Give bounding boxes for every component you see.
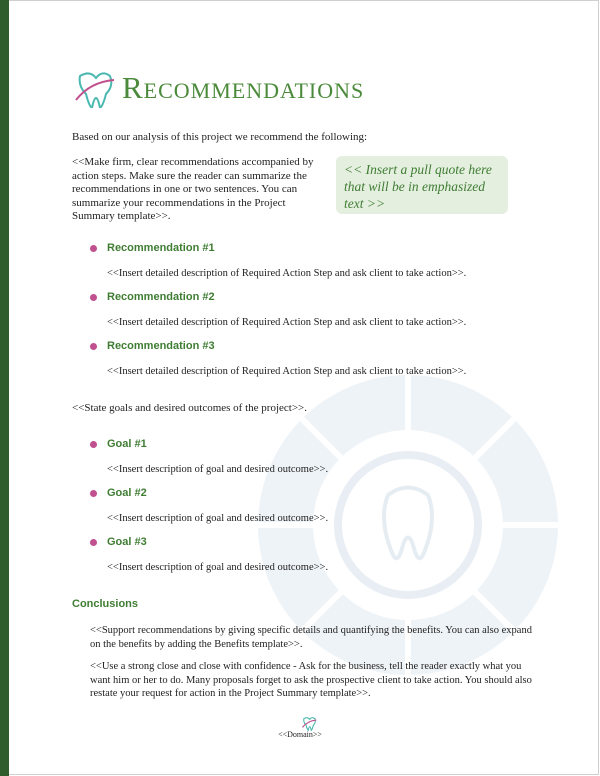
goal-heading: [90, 438, 147, 450]
header: [72, 66, 364, 110]
recommendation-title: Recommendation #3: [107, 340, 215, 352]
goal-title: Goal #3: [107, 536, 147, 548]
conclusion-paragraph: <<Use a strong close and close with confidence - Ask for the business, tell the reader exactly what you want him or her to do. Many proposals forget to ask the prospective client to take action. You should also restate your request for action in the Project Summary template>>.: [90, 661, 532, 699]
recommendation-title: Recommendation #1: [107, 242, 215, 254]
recommendation-title: Recommendation #2: [107, 291, 215, 303]
footer-domain: <<Domain>>: [278, 730, 322, 739]
pull-quote: << Insert a pull quote here that will be in emphasized text >>: [336, 156, 508, 214]
goal-title: Goal #2: [107, 487, 147, 499]
footer-tooth-logo-icon: [301, 715, 317, 731]
recommendation-heading: [90, 242, 215, 254]
goal-heading: [90, 536, 147, 548]
tooth-logo-icon: [72, 68, 116, 108]
lead-paragraph: <<Make firm, clear recommendations accompanied by action steps. Make sure the reader can summarize the recommendations in one or two sentences. You can summarize your recommendations in the Project Summary template>>.: [72, 156, 314, 222]
goal-description: <<Insert description of goal and desired outcome>>.: [107, 513, 329, 524]
conclusion-paragraph: <<Support recommendations by giving specific details and quantifying the benefits. You can also expand on the benefits by adding the Benefits template>>.: [90, 625, 532, 650]
conclusions-heading: Conclusions: [72, 598, 139, 610]
recommendation-description: <<Insert detailed description of Required Action Step and ask client to take action>>.: [107, 366, 467, 377]
recommendation-heading: [90, 291, 215, 303]
goal-heading: [90, 487, 147, 499]
bullet-icon: [90, 539, 97, 546]
goal-title: Goal #1: [107, 438, 147, 450]
bullet-icon: [90, 343, 97, 350]
page-title: Recommendations: [122, 70, 365, 105]
bullet-icon: [90, 245, 97, 252]
recommendation-description: <<Insert detailed description of Required Action Step and ask client to take action>>.: [107, 317, 467, 328]
goal-description: <<Insert description of goal and desired outcome>>.: [107, 562, 329, 573]
bullet-icon: [90, 441, 97, 448]
intro-text: Based on our analysis of this project we recommend the following:: [72, 131, 368, 143]
goals-intro: <<State goals and desired outcomes of the project>>.: [72, 402, 307, 414]
bullet-icon: [90, 490, 97, 497]
recommendation-description: <<Insert detailed description of Required Action Step and ask client to take action>>.: [107, 268, 467, 279]
bullet-icon: [90, 294, 97, 301]
left-accent-bar: [0, 0, 9, 776]
goal-description: <<Insert description of goal and desired outcome>>.: [107, 464, 329, 475]
recommendation-heading: [90, 340, 215, 352]
